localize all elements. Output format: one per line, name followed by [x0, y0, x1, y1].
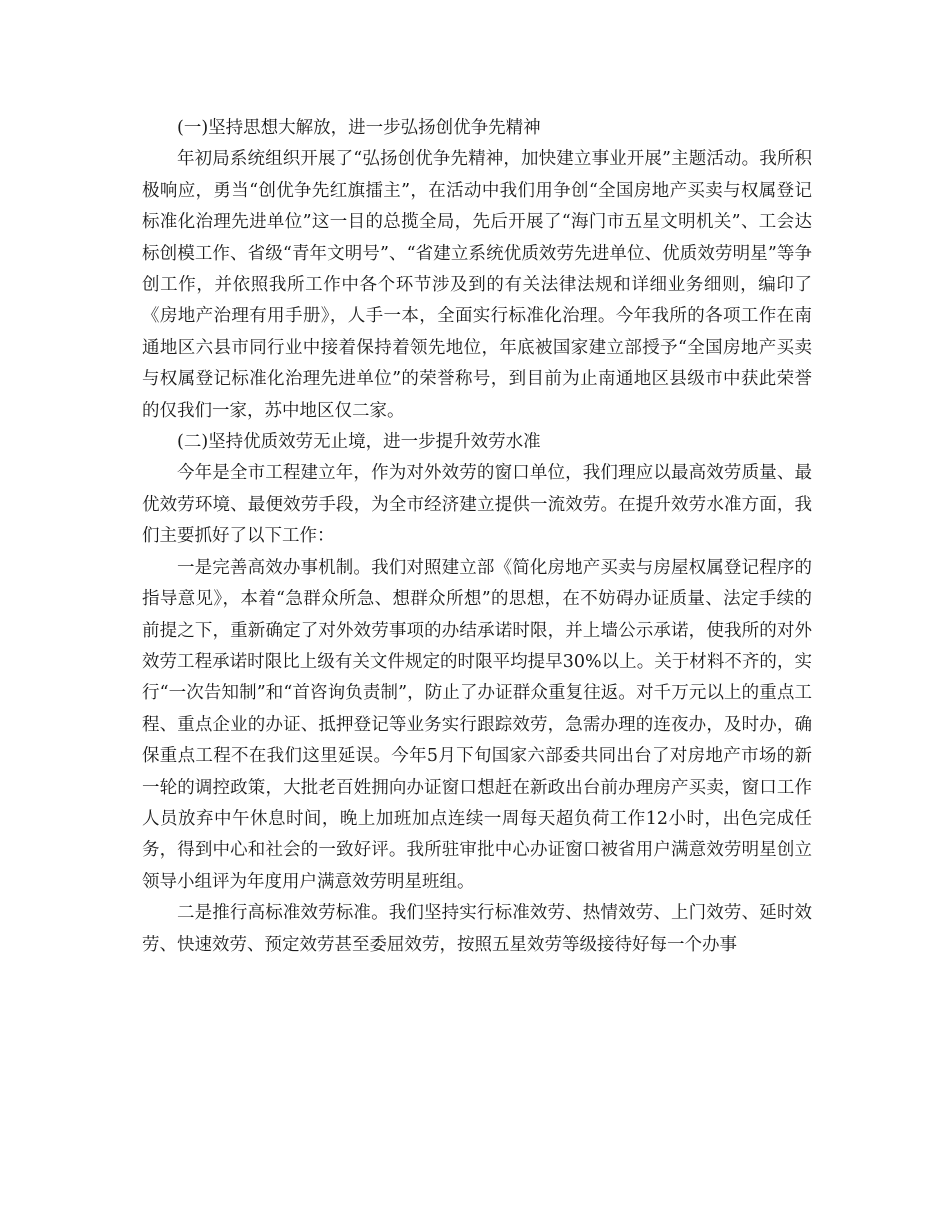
body-paragraph: 二是推行高标准效劳标准。我们坚持实行标准效劳、热情效劳、上门效劳、延时效劳、快速效劳、预定效劳甚至委屈效劳，按照五星效劳等级接待好每一个办事 [142, 903, 812, 955]
body-paragraph: 今年是全市工程建立年，作为对外效劳的窗口单位，我们理应以最高效劳质量、最优效劳环境、最便效劳手段，为全市经济建立提供一流效劳。在提升效劳水准方面，我们主要抓好了以下工作： [142, 463, 812, 547]
document-body [142, 113, 812, 961]
body-paragraph: 年初局系统组织开展了“弘扬创优争先精神，加快建立事业开展”主题活动。我所积极响应，勇当“创优争先红旗擂主”，在活动中我们用争创“全国房地产买卖与权属登记标准化治理先进单位”这一目的总揽全局，先后开展了“海门市五星文明机关”、工会达标创模工作、省级“青年文明号”、“省建立系统优质效劳先进单位、优质效劳明星”等争创工作，并依照我所工作中各个环节涉及到的有关法律法规和详细业务细则，编印了《房地产治理有用手册》，人手一本，全面实行标准化治理。今年我所的各项工作在南通地区六县市同行业中接着保持着领先地位，年底被国家建立部授予“全国房地产买卖与权属登记标准化治理先进单位”的荣誉称号，到目前为止南通地区县级市中获此荣誉的仅我们一家，苏中地区仅二家。 [142, 149, 812, 421]
body-paragraph: 一是完善高效办事机制。我们对照建立部《简化房地产买卖与房屋权属登记程序的指导意见》，本着“急群众所急、想群众所想”的思想，在不妨碍办证质量、法定手续的前提之下，重新确定了对外效劳事项的办结承诺时限，并上墙公示承诺，使我所的对外效劳工程承诺时限比上级有关文件规定的时限平均提早30%以上。关于材料不齐的，实行“一次告知制”和“首咨询负责制”，防止了办证群众重复往返。对千万元以上的重点工程、重点企业的办证、抵押登记等业务实行跟踪效劳，急需办理的连夜办，及时办，确保重点工程不在我们这里延误。今年5月下旬国家六部委共同出台了对房地产市场的新一轮的调控政策，大批老百姓拥向办证窗口想赶在新政出台前办理房产买卖，窗口工作人员放弃中午休息时间，晚上加班加点连续一周每天超负荷工作12小时，出色完成任务，得到中心和社会的一致好评。我所驻审批中心办证窗口被省用户满意效劳明星创立领导小组评为年度用户满意效劳明星班组。 [142, 557, 812, 892]
section-heading-1: (一)坚持思想大解放，进一步弘扬创优争先精神 [177, 118, 541, 138]
section-heading-2: (二)坚持优质效劳无止境，进一步提升效劳水准 [177, 432, 541, 453]
